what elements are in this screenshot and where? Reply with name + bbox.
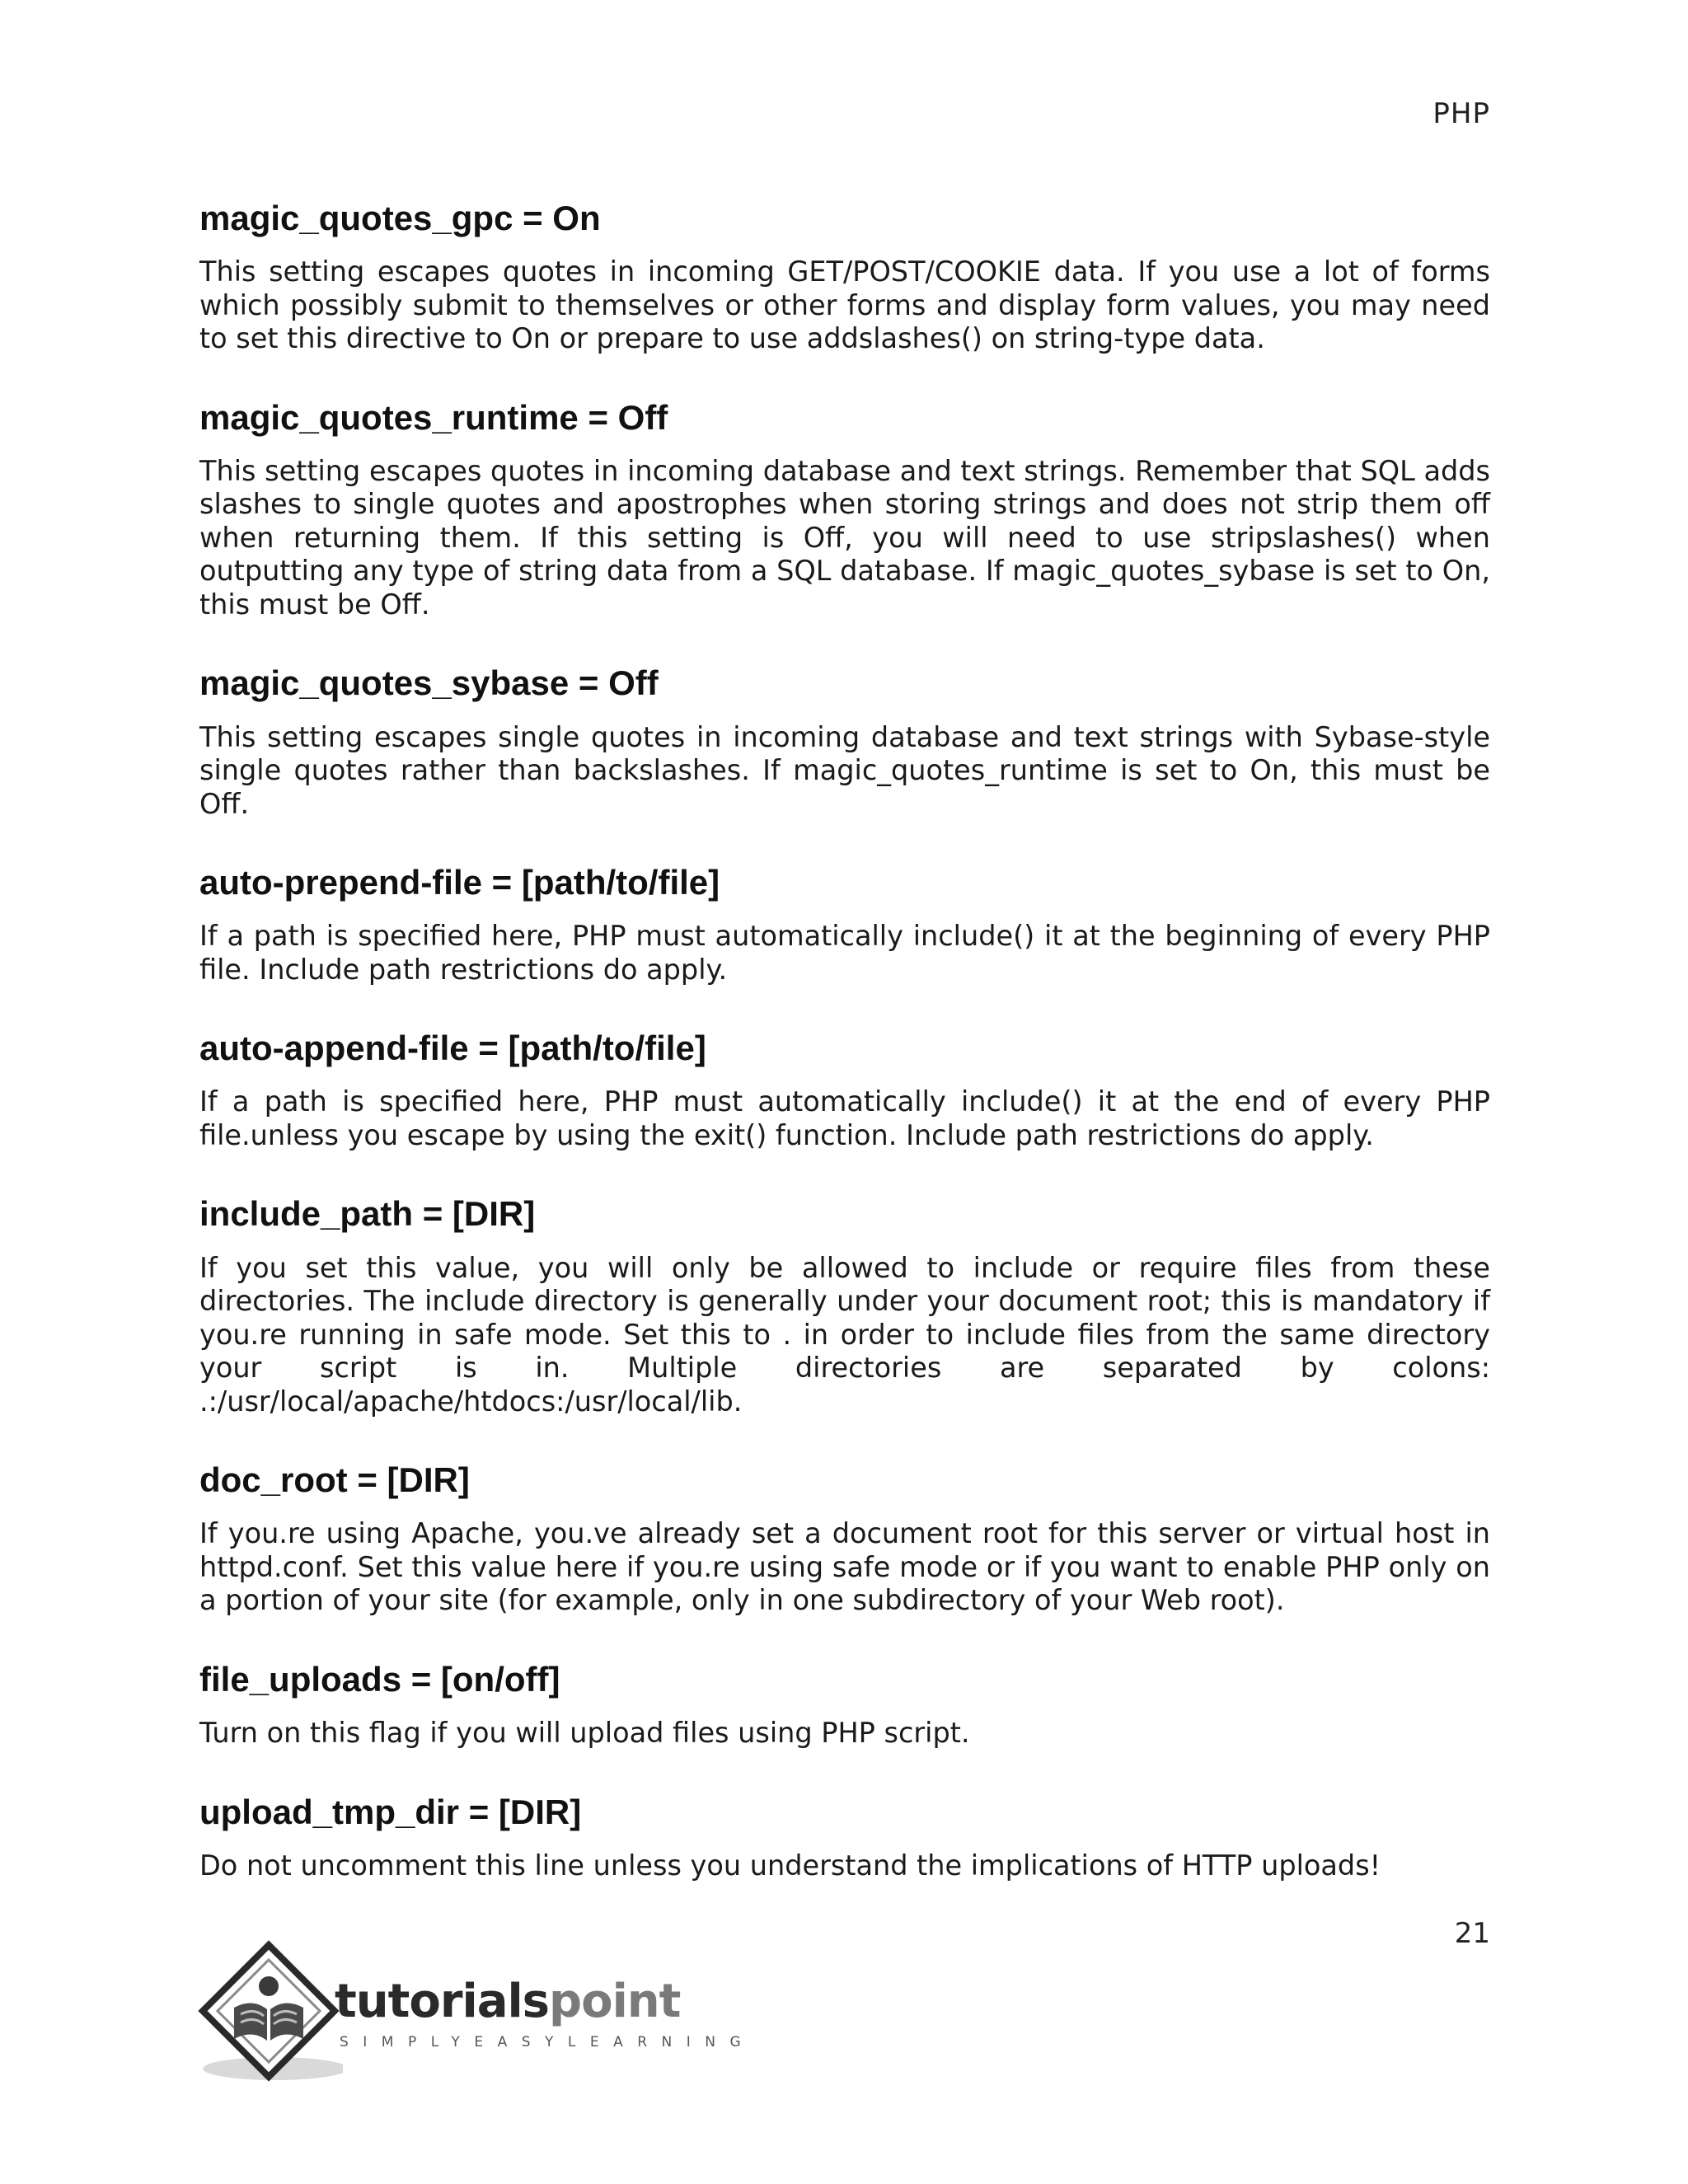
section-heading: include_path = [DIR]	[199, 1194, 536, 1234]
section-body: If a path is specified here, PHP must automatically include() it at the beginning of every PHP file. Include path restrictions do apply.	[199, 920, 1490, 986]
logo-word-part2: point	[549, 1975, 681, 2028]
section-heading: doc_root = [DIR]	[199, 1460, 470, 1500]
section-magic-quotes-runtime	[199, 399, 1490, 622]
section-doc-root	[199, 1461, 1490, 1618]
section-magic-quotes-sybase	[199, 664, 1490, 821]
section-include-path	[199, 1195, 1490, 1418]
section-heading: file_uploads = [on/off]	[199, 1659, 560, 1699]
section-body: If a path is specified here, PHP must automatically include() it at the end of every PHP file.unless you escape by using the exit() function. Include path restrictions do apply.	[199, 1085, 1490, 1151]
section-body: Do not uncomment this line unless you understand the implications of HTTP uploads!	[199, 1849, 1381, 1882]
section-heading: upload_tmp_dir = [DIR]	[199, 1792, 582, 1831]
running-header: PHP	[1432, 97, 1490, 130]
section-body: This setting escapes quotes in incoming GET/POST/COOKIE data. If you use a lot of forms which possibly submit to themselves or other forms and display form values, you may need to set this directive to On or prepare to use addslashes() on string-type data.	[199, 255, 1490, 355]
section-heading: magic_quotes_gpc = On	[199, 199, 601, 237]
logo-wordmark	[335, 1975, 680, 2028]
tutorialspoint-logo	[195, 1938, 756, 2087]
section-heading: magic_quotes_runtime = Off	[199, 397, 668, 437]
section-auto-append-file	[199, 1029, 1490, 1152]
section-body: Turn on this flag if you will upload files using PHP script.	[199, 1717, 970, 1749]
section-heading: auto-prepend-file = [path/to/file]	[199, 863, 720, 902]
section-body: If you.re using Apache, you.ve already set a document root for this server or virtual host in httpd.conf. Set this value here if you.re using safe mode or if you want to enable PHP only on a portion of your site (for example, only in one subdirectory of your Web root).	[199, 1517, 1490, 1617]
section-auto-prepend-file	[199, 864, 1490, 987]
section-body: If you set this value, you will only be allowed to include or require files from these directories. The include directory is generally under your document root; this is mandatory if you.re running in safe mode. Set this to . in order to include files from the same directory your script is in. Multiple directories are separated by colons: .:/usr/local/apache/htdocs:/usr/local/lib.	[199, 1251, 1490, 1418]
section-heading: auto-append-file = [path/to/file]	[199, 1029, 706, 1068]
section-upload-tmp-dir	[199, 1793, 1490, 1883]
section-file-uploads	[199, 1661, 1490, 1750]
section-body: This setting escapes quotes in incoming database and text strings. Remember that SQL adds slashes to single quotes and apostrophes when storing strings and does not strip them off when returning them. If this setting is Off, you will need to use stripslashes() when outputting any type of string data from a SQL database. If magic_quotes_sybase is set to On, this must be Off.	[199, 454, 1490, 621]
logo-tagline: SIMPLYEASYLEARNING	[340, 2034, 756, 2050]
page-number: 21	[1454, 1917, 1490, 1950]
book-diamond-icon	[195, 1938, 343, 2087]
logo-word-part1: tutorials	[335, 1975, 550, 2028]
section-heading: magic_quotes_sybase = Off	[199, 663, 659, 703]
section-body: This setting escapes single quotes in incoming database and text strings with Sybase-style single quotes rather than backslashes. If magic_quotes_runtime is set to On, this must be Off.	[199, 720, 1490, 820]
section-magic-quotes-gpc	[199, 199, 1490, 356]
page-content	[199, 199, 1490, 1925]
